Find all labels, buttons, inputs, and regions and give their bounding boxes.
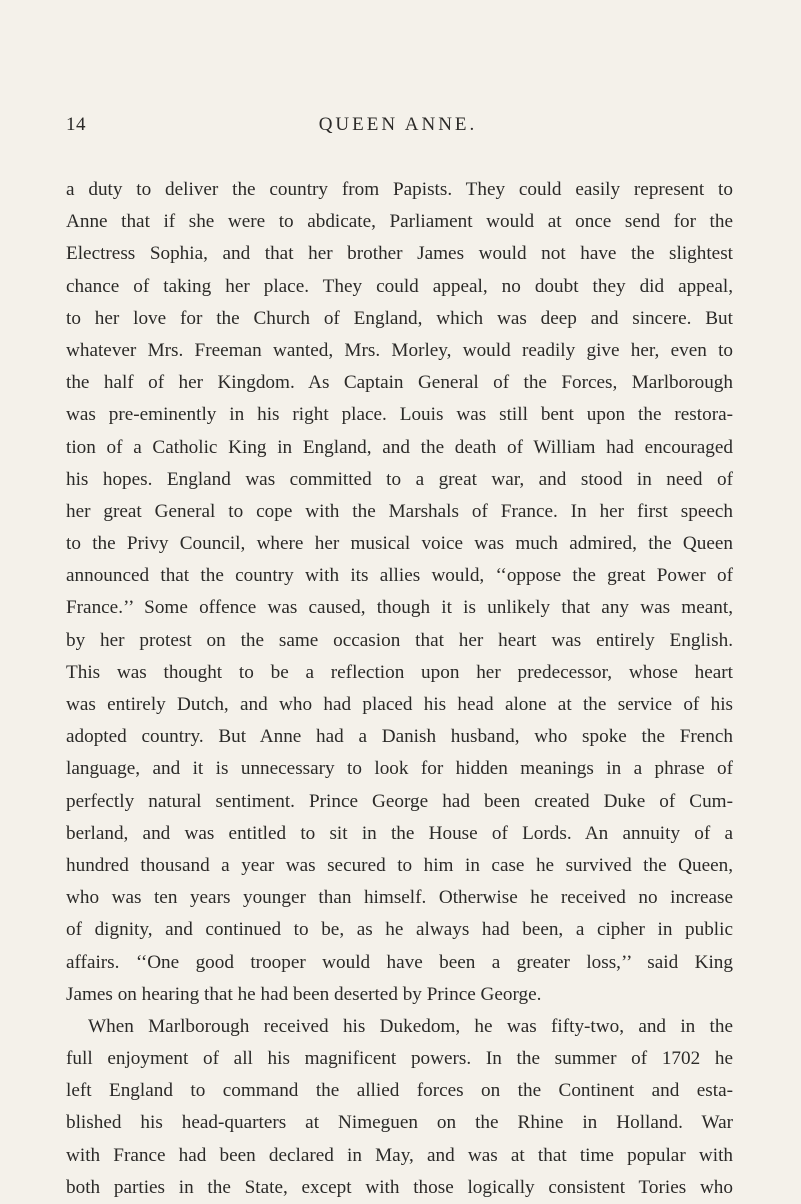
text-line: announced that the country with its allies would, ‘‘oppose the great Power of <box>66 565 733 587</box>
text-line: his hopes. England was committed to a great war, and stood in need of <box>66 468 733 490</box>
text-line: This was thought to be a reflection upon her predecessor, whose heart <box>66 661 733 683</box>
text-line: the half of her Kingdom. As Captain General of the Forces, Marlborough <box>66 372 733 394</box>
text-line: was entirely Dutch, and who had placed his head alone at the service of his <box>66 694 733 715</box>
text-line: of dignity, and continued to be, as he always had been, a cipher in public <box>66 919 733 941</box>
text-line: by her protest on the same occasion that her heart was entirely English. <box>66 629 733 651</box>
text-line: berland, and was entitled to sit in the House of Lords. An annuity of a <box>66 822 733 844</box>
text-line: full enjoyment of all his magnificent powers. In the summer of 1702 he <box>66 1048 733 1070</box>
text-line: Anne that if she were to abdicate, Parliament would at once send for the <box>66 211 733 233</box>
page-number: 14 <box>66 114 86 135</box>
text-line: with France had been declared in May, and was at that time popular with <box>66 1144 733 1166</box>
text-line: Electress Sophia, and that her brother James would not have the slightest <box>66 243 733 265</box>
text-line: When Marlborough received his Dukedom, he was fifty-two, and in the <box>88 1015 733 1037</box>
text-line: who was ten years younger than himself. Otherwise he received no increase <box>66 887 733 909</box>
text-line: language, and it is unnecessary to look for hidden meanings in a phrase of <box>66 758 733 780</box>
body-text <box>66 174 733 1204</box>
text-line: her great General to cope with the Marshals of France. In her first speech <box>66 500 733 522</box>
text-line: James on hearing that he had been deserted by Prince George. <box>66 983 542 1005</box>
text-line: was pre-eminently in his right place. Louis was still bent upon the restora- <box>66 404 733 426</box>
running-head <box>66 114 730 144</box>
text-line: to her love for the Church of England, which was deep and sincere. But <box>66 307 733 329</box>
text-line: perfectly natural sentiment. Prince George had been created Duke of Cum- <box>66 790 733 812</box>
text-line: to the Privy Council, where her musical voice was much admired, the Queen <box>66 533 733 555</box>
text-line: France.’’ Some offence was caused, though it is unlikely that any was meant, <box>66 597 733 619</box>
text-line: hundred thousand a year was secured to him in case he survived the Queen, <box>66 854 733 876</box>
text-line: a duty to deliver the country from Papists. They could easily represent to <box>66 179 733 200</box>
text-line: adopted country. But Anne had a Danish husband, who spoke the French <box>66 726 733 748</box>
text-line: chance of taking her place. They could appeal, no doubt they did appeal, <box>66 275 733 297</box>
text-line: both parties in the State, except with those logically consistent Tories who <box>66 1176 733 1198</box>
text-line: tion of a Catholic King in England, and the death of William had encouraged <box>66 436 733 458</box>
text-line: whatever Mrs. Freeman wanted, Mrs. Morley, would readily give her, even to <box>66 339 733 361</box>
text-line: affairs. ‘‘One good trooper would have been a greater loss,’’ said King <box>66 951 733 973</box>
text-line: left England to command the allied forces on the Continent and esta- <box>66 1080 733 1102</box>
running-title: QUEEN ANNE. <box>318 114 478 135</box>
text-line: blished his head-quarters at Nimeguen on the Rhine in Holland. War <box>66 1112 733 1134</box>
